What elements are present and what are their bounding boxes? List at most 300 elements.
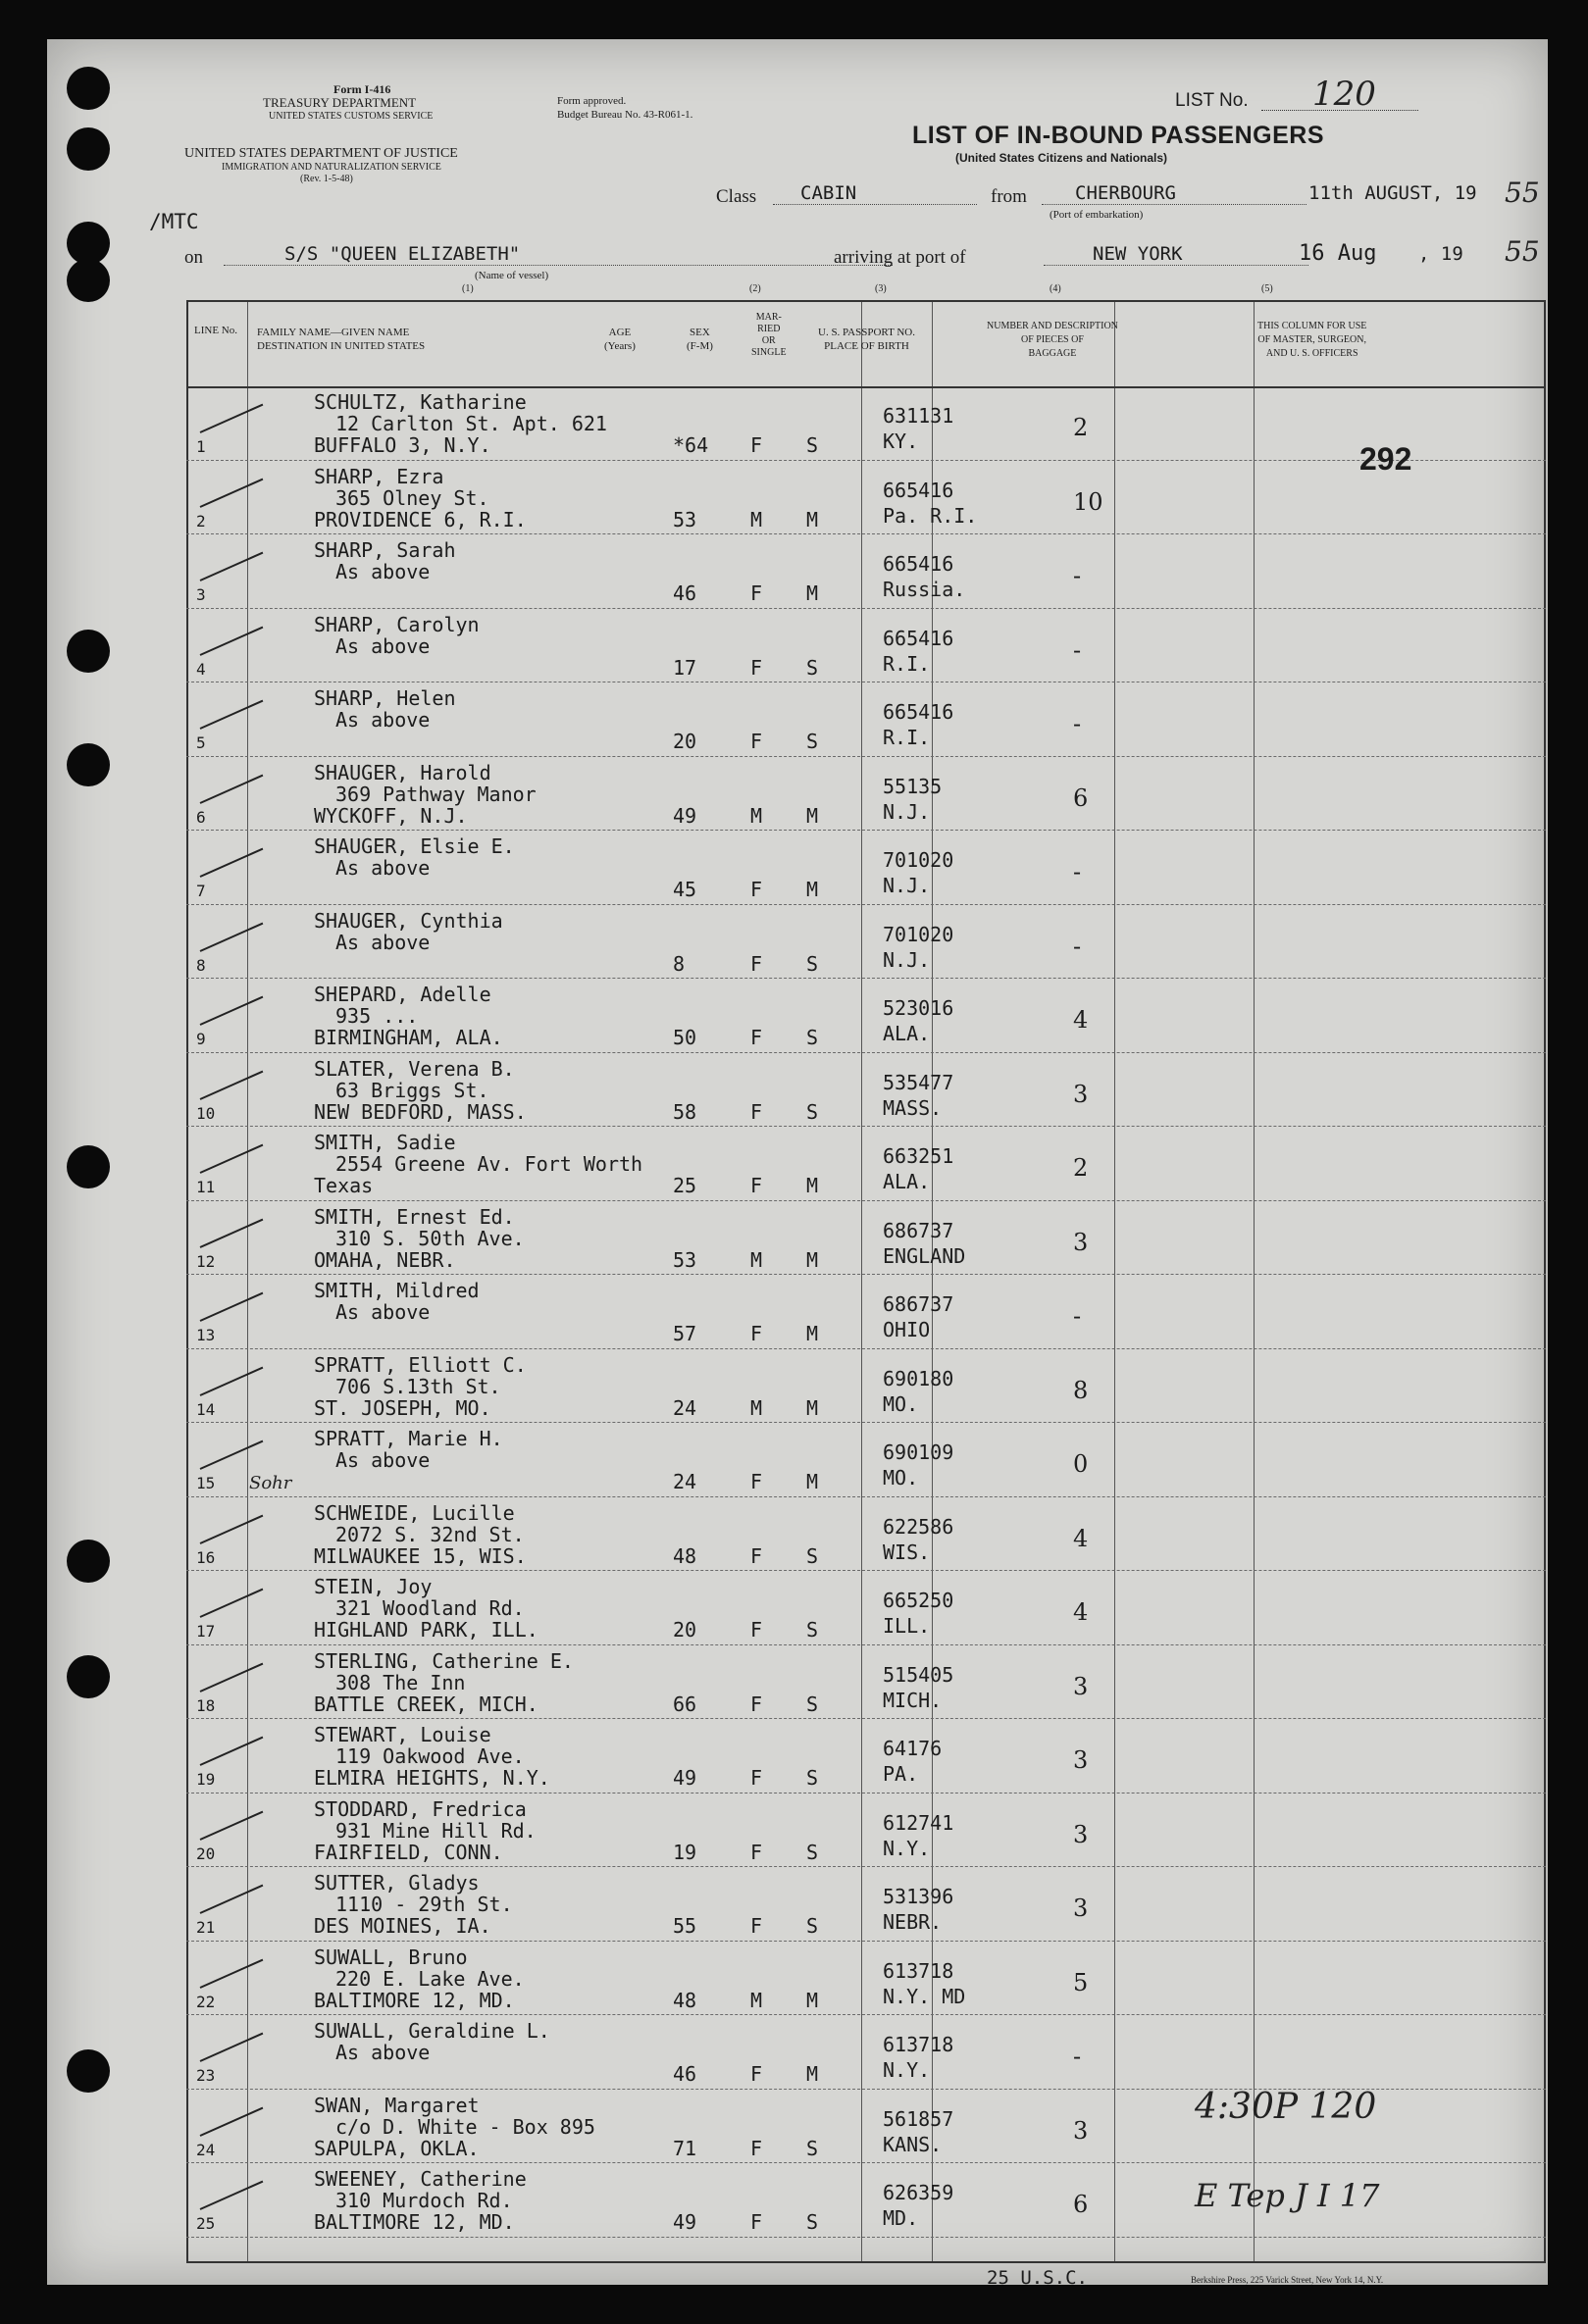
printer-imprint: Berkshire Press, 225 Varick Street, New York 14, N.Y. (1191, 2275, 1384, 2285)
passenger-name: SUWALL, Geraldine L. (314, 2019, 550, 2043)
check-mark-icon (200, 700, 264, 730)
sex-cell: F (750, 2210, 763, 2234)
address-line-2: BUFFALO 3, N.Y. (314, 433, 491, 457)
line-number: 25 (196, 2214, 216, 2233)
baggage-count: - (1073, 858, 1082, 885)
age-cell: *64 (673, 433, 709, 457)
stamp-number: 292 (1359, 441, 1412, 477)
passenger-name: SHARP, Ezra (314, 464, 444, 488)
address-line-2: NEW BEDFORD, MASS. (314, 1099, 527, 1124)
address-line-1: As above (335, 2041, 431, 2064)
passport-number: 665250 (883, 1589, 954, 1612)
marital-status-cell: S (806, 1914, 819, 1938)
passport-number: 515405 (883, 1662, 954, 1687)
departure-year: 55 (1505, 177, 1540, 209)
arriving-label: arriving at port of (834, 247, 966, 268)
check-mark-icon (200, 2181, 264, 2210)
sex-cell: M (750, 1988, 763, 2012)
passenger-name: SMITH, Ernest Ed. (314, 1204, 515, 1229)
marital-status-cell: S (806, 2210, 819, 2234)
header-officers: THIS COLUMN FOR USE OF MASTER, SURGEON, AND U. S. OFFICERS (1257, 321, 1367, 359)
baggage-count: 4 (1073, 1598, 1089, 1626)
marital-status-cell: S (806, 655, 819, 680)
age-cell: 53 (673, 1247, 697, 1272)
address-line-1: As above (335, 856, 431, 880)
table-row (186, 979, 1546, 1053)
sex-cell: M (750, 1247, 763, 1272)
baggage-count: - (1073, 1302, 1082, 1330)
punch-hole (67, 1540, 110, 1583)
place-of-birth: N.J. (883, 874, 931, 897)
table-row (186, 1349, 1546, 1424)
passport-number: 663251 (883, 1144, 954, 1168)
sex-cell: M (750, 507, 763, 531)
address-line-1: As above (335, 930, 431, 954)
passport-number: 64176 (883, 1737, 943, 1760)
address-line-2: Texas (314, 1174, 374, 1197)
marital-status-cell: M (806, 1470, 819, 1493)
address-line-2: FAIRFIELD, CONN. (314, 1840, 503, 1864)
baggage-count: 2 (1073, 1154, 1089, 1182)
marital-status-cell: M (806, 1247, 819, 1272)
age-cell: 49 (673, 2210, 697, 2234)
punch-hole (67, 2049, 110, 2093)
header-married: MAR- RIED OR SINGLE (751, 312, 787, 358)
table-row (186, 1571, 1546, 1645)
check-mark-icon (200, 1292, 264, 1322)
address-line-1: As above (335, 1300, 431, 1324)
punch-hole (67, 259, 110, 302)
line-number: 6 (196, 807, 206, 827)
age-cell: 17 (673, 655, 697, 680)
passport-number: 561857 (883, 2106, 954, 2131)
passport-number: 701020 (883, 848, 954, 872)
justice-dept: UNITED STATES DEPARTMENT OF JUSTICE (184, 146, 458, 161)
passenger-name: SHAUGER, Cynthia (314, 908, 503, 933)
punch-hole (67, 67, 110, 110)
line-number: 5 (196, 733, 206, 752)
line-number: 7 (196, 882, 206, 900)
sex-cell: F (750, 878, 763, 901)
passenger-name: SHARP, Sarah (314, 538, 456, 562)
marital-status-cell: M (806, 2062, 819, 2086)
baggage-count: 3 (1073, 1228, 1089, 1256)
address-line-2: BALTIMORE 12, MD. (314, 1988, 515, 2012)
sex-cell: F (750, 1618, 763, 1642)
check-mark-icon (200, 1810, 264, 1840)
address-line-1: 321 Woodland Rd. (335, 1596, 525, 1620)
table-row (186, 1201, 1546, 1276)
address-line-2: MILWAUKEE 15, WIS. (314, 1543, 527, 1568)
line-number: 17 (196, 1622, 216, 1641)
place-of-birth: WIS. (883, 1540, 931, 1564)
place-of-birth: ILL. (883, 1614, 931, 1638)
punch-hole (67, 630, 110, 673)
check-mark-icon (200, 1144, 264, 1174)
check-mark-icon (200, 404, 264, 433)
marital-status-cell: S (806, 1026, 819, 1049)
address-line-2: ST. JOSEPH, MO. (314, 1395, 491, 1420)
address-line-1: 2554 Greene Av. Fort Worth (335, 1152, 643, 1176)
baggage-count: 10 (1073, 487, 1103, 516)
address-line-1: 310 Murdoch Rd. (335, 2189, 513, 2212)
line-number: 20 (196, 1844, 216, 1863)
age-cell: 8 (673, 951, 686, 976)
age-cell: 24 (673, 1395, 697, 1420)
col-number-5: (5) (1261, 283, 1273, 294)
age-cell: 48 (673, 1988, 697, 2012)
table-row (186, 1719, 1546, 1794)
place-of-birth: PA. (883, 1762, 919, 1786)
embarkation-port: CHERBOURG (1042, 182, 1306, 205)
line-number: 11 (196, 1178, 216, 1196)
address-line-1: 1110 - 29th St. (335, 1893, 513, 1916)
passenger-name: SWEENEY, Catherine (314, 2167, 527, 2191)
address-line-2: BIRMINGHAM, ALA. (314, 1026, 503, 1049)
baggage-count: 3 (1073, 1746, 1089, 1774)
passenger-name: STEIN, Joy (314, 1575, 433, 1598)
passenger-name: SMITH, Sadie (314, 1131, 456, 1154)
col-number-4: (4) (1050, 283, 1061, 294)
passenger-name: SHARP, Helen (314, 686, 456, 710)
age-cell: 71 (673, 2136, 697, 2160)
place-of-birth: ALA. (883, 1170, 931, 1193)
marital-status-cell: M (806, 581, 819, 605)
marital-status-cell: S (806, 1840, 819, 1864)
sex-cell: F (750, 1543, 763, 1568)
passport-number: 665416 (883, 626, 954, 650)
place-of-birth: N.J. (883, 947, 931, 972)
vessel-name: S/S "QUEEN ELIZABETH" (224, 243, 893, 266)
passport-number: 626359 (883, 2181, 954, 2204)
check-mark-icon (200, 2106, 264, 2136)
from-label: from (991, 186, 1027, 207)
marital-status-cell: S (806, 1766, 819, 1790)
place-of-birth: N.Y. (883, 1836, 931, 1860)
check-mark-icon (200, 1070, 264, 1099)
address-line-1: 63 Briggs St. (335, 1078, 489, 1102)
mtc-mark: /MTC (149, 210, 199, 233)
col-number-3: (3) (875, 283, 887, 294)
table-row (186, 1645, 1546, 1720)
passenger-rows (186, 386, 1546, 2238)
line-number: 16 (196, 1547, 216, 1567)
age-cell: 19 (673, 1840, 697, 1864)
baggage-count: - (1073, 2043, 1082, 2070)
check-mark-icon (200, 2033, 264, 2062)
sex-cell: F (750, 951, 763, 976)
line-number: 15 (196, 1474, 216, 1492)
place-of-birth: MO. (883, 1466, 919, 1490)
age-cell: 49 (673, 1766, 697, 1790)
sex-cell: F (750, 1099, 763, 1124)
ins-service: IMMIGRATION AND NATURALIZATION SERVICE (222, 162, 441, 173)
passport-number: 55135 (883, 774, 943, 798)
line-number: 1 (196, 437, 206, 456)
header-baggage: NUMBER AND DESCRIPTION OF PIECES OF BAGGAGE (987, 321, 1118, 359)
passport-number: 622586 (883, 1514, 954, 1539)
place-of-birth: N.J. (883, 799, 931, 824)
line-number: 19 (196, 1770, 216, 1789)
baggage-count: 0 (1073, 1450, 1089, 1478)
header-passport: U. S. PASSPORT NO. PLACE OF BIRTH (818, 327, 915, 352)
passport-number: 531396 (883, 1885, 954, 1908)
passenger-name: SLATER, Verena B. (314, 1056, 515, 1081)
line-number: 22 (196, 1992, 216, 2011)
marital-status-cell: M (806, 1174, 819, 1197)
address-line-2: SAPULPA, OKLA. (314, 2136, 480, 2160)
check-mark-icon (200, 626, 264, 655)
baggage-count: 2 (1073, 414, 1089, 441)
place-of-birth: KY. (883, 429, 919, 453)
header-age: AGE (Years) (604, 327, 636, 352)
header-name: FAMILY NAME—GIVEN NAME DESTINATION IN UNITED STATES (257, 327, 426, 352)
baggage-count: 3 (1073, 1080, 1089, 1108)
col-number-2: (2) (749, 283, 761, 294)
line-number: 24 (196, 2140, 216, 2159)
address-line-2: ELMIRA HEIGHTS, N.Y. (314, 1766, 550, 1790)
punch-hole (67, 743, 110, 786)
marital-status-cell: M (806, 878, 819, 901)
check-mark-icon (200, 848, 264, 878)
address-line-1: 706 S.13th St. (335, 1374, 501, 1398)
marital-status-cell: S (806, 1692, 819, 1716)
age-cell: 45 (673, 878, 697, 901)
document-title: LIST OF IN-BOUND PASSENGERS (912, 122, 1325, 149)
sex-cell: F (750, 1914, 763, 1938)
passport-number: 613718 (883, 1958, 954, 1983)
address-line-1: 310 S. 50th Ave. (335, 1226, 525, 1250)
passenger-name: STODDARD, Fredrica (314, 1796, 527, 1821)
address-line-1: 2072 S. 32nd St. (335, 1522, 525, 1546)
check-mark-icon (200, 922, 264, 951)
table-row (186, 461, 1546, 535)
passport-number: 612741 (883, 1810, 954, 1835)
table-row (186, 1275, 1546, 1349)
passport-number: 701020 (883, 922, 954, 946)
check-mark-icon (200, 1737, 264, 1766)
age-cell: 66 (673, 1692, 697, 1716)
line-number: 3 (196, 585, 206, 604)
marital-status-cell: M (806, 1395, 819, 1420)
budget-bureau: Budget Bureau No. 43-R061-1. (557, 109, 693, 121)
class-label: Class (716, 186, 757, 207)
check-mark-icon (200, 774, 264, 803)
handwritten-signature: E Tep J I 17 (1195, 2177, 1380, 2214)
class-value: CABIN (773, 182, 977, 205)
baggage-count: 4 (1073, 1524, 1089, 1552)
age-cell: 20 (673, 1618, 697, 1642)
header-sex: SEX (F-M) (687, 327, 713, 352)
baggage-count: - (1073, 562, 1082, 589)
age-cell: 55 (673, 1914, 697, 1938)
table-row (186, 682, 1546, 757)
table-row (186, 1127, 1546, 1201)
place-of-birth: KANS. (883, 2132, 943, 2156)
passport-number: 631131 (883, 404, 954, 428)
table-row (186, 1867, 1546, 1942)
passport-number: 690180 (883, 1366, 954, 1390)
address-line-2: DES MOINES, IA. (314, 1914, 491, 1938)
baggage-count: 4 (1073, 1006, 1089, 1034)
line-number: 4 (196, 659, 206, 679)
arrival-date: 16 Aug (1299, 241, 1377, 266)
customs-service: UNITED STATES CUSTOMS SERVICE (269, 111, 434, 122)
sex-cell: F (750, 2062, 763, 2086)
check-mark-icon (200, 1218, 264, 1247)
baggage-count: 3 (1073, 1672, 1089, 1700)
place-of-birth: MICH. (883, 1688, 943, 1712)
place-of-birth: N.Y. MD (883, 1984, 966, 2008)
passenger-name: STEWART, Louise (314, 1723, 491, 1746)
revision: (Rev. 1-5-48) (300, 174, 353, 184)
passport-number: 665416 (883, 700, 954, 724)
check-mark-icon (200, 1589, 264, 1618)
line-number: 12 (196, 1251, 216, 1271)
age-cell: 49 (673, 803, 697, 828)
punch-hole (67, 127, 110, 171)
handwritten-time-note: 4:30P 120 (1195, 2087, 1377, 2127)
on-label: on (184, 247, 203, 268)
marital-status-cell: S (806, 730, 819, 753)
sex-cell: F (750, 1322, 763, 1345)
sex-cell: F (750, 1470, 763, 1493)
margin-note: Sohr (249, 1473, 292, 1493)
address-line-1: 369 Pathway Manor (335, 782, 537, 806)
footer-code: 25 U.S.C. (987, 2267, 1088, 2289)
address-line-1: As above (335, 633, 431, 658)
baggage-count: 6 (1073, 783, 1089, 812)
age-cell: 58 (673, 1099, 697, 1124)
sex-cell: F (750, 1174, 763, 1197)
arrival-year: 55 (1505, 235, 1540, 268)
marital-status-cell: S (806, 2136, 819, 2160)
table-row (186, 905, 1546, 980)
passenger-name: SMITH, Mildred (314, 1279, 480, 1302)
passport-number: 665416 (883, 552, 954, 576)
place-of-birth: NEBR. (883, 1910, 943, 1934)
sex-cell: F (750, 581, 763, 605)
address-line-2: OMAHA, NEBR. (314, 1247, 456, 1272)
table-row (186, 2015, 1546, 2090)
line-number: 23 (196, 2066, 216, 2085)
sex-cell: F (750, 1766, 763, 1790)
marital-status-cell: S (806, 951, 819, 976)
age-cell: 50 (673, 1026, 697, 1049)
age-cell: 20 (673, 730, 697, 753)
sex-cell: F (750, 433, 763, 457)
passenger-name: SCHULTZ, Katharine (314, 390, 527, 414)
address-line-1: As above (335, 1448, 431, 1472)
passport-number: 686737 (883, 1292, 954, 1316)
sex-cell: F (750, 2136, 763, 2160)
place-of-birth: OHIO (883, 1318, 931, 1341)
passenger-list-page (47, 39, 1548, 2289)
place-of-birth: MASS. (883, 1095, 943, 1120)
marital-status-cell: M (806, 1322, 819, 1345)
check-mark-icon (200, 478, 264, 507)
place-of-birth: N.Y. (883, 2058, 931, 2082)
address-line-1: c/o D. White - Box 895 (335, 2114, 595, 2139)
table-row (186, 1423, 1546, 1497)
table-row (186, 609, 1546, 683)
check-mark-icon (200, 1885, 264, 1914)
baggage-count: 3 (1073, 1820, 1089, 1848)
address-line-1: 935 ... (335, 1004, 419, 1028)
marital-status-cell: S (806, 433, 819, 457)
vessel-caption: (Name of vessel) (475, 270, 549, 281)
sex-cell: F (750, 1692, 763, 1716)
punch-hole (67, 1145, 110, 1188)
place-of-birth: Russia. (883, 578, 966, 601)
table-row (186, 1497, 1546, 1572)
baggage-count: 3 (1073, 2116, 1089, 2145)
check-mark-icon (200, 1366, 264, 1395)
table-row (186, 386, 1546, 461)
passenger-name: SWAN, Margaret (314, 2093, 480, 2117)
address-line-2: HIGHLAND PARK, ILL. (314, 1618, 538, 1642)
table-row (186, 1794, 1546, 1868)
passport-number: 686737 (883, 1218, 954, 1242)
sex-cell: M (750, 1395, 763, 1420)
address-line-1: As above (335, 708, 431, 732)
form-number: Form I-416 (333, 82, 391, 96)
age-cell: 57 (673, 1322, 697, 1345)
address-line-2: BATTLE CREEK, MICH. (314, 1692, 538, 1716)
place-of-birth: R.I. (883, 726, 931, 749)
check-mark-icon (200, 1440, 264, 1470)
baggage-count: 6 (1073, 2191, 1089, 2218)
age-cell: 53 (673, 507, 697, 531)
sex-cell: M (750, 803, 763, 828)
passenger-name: SPRATT, Elliott C. (314, 1352, 527, 1377)
address-line-2: BALTIMORE 12, MD. (314, 2210, 515, 2234)
baggage-count: 8 (1073, 1376, 1089, 1404)
place-of-birth: Pa. R.I. (883, 503, 978, 528)
arrival-port: NEW YORK (1044, 243, 1308, 266)
passport-number: 535477 (883, 1070, 954, 1094)
punch-hole (67, 1655, 110, 1698)
place-of-birth: ALA. (883, 1022, 931, 1045)
sex-cell: F (750, 655, 763, 680)
passenger-name: SUWALL, Bruno (314, 1945, 468, 1969)
check-mark-icon (200, 1958, 264, 1988)
passport-number: 613718 (883, 2033, 954, 2056)
list-number-label: LIST No. (1175, 90, 1249, 111)
line-number: 21 (196, 1918, 216, 1937)
check-mark-icon (200, 1662, 264, 1692)
passenger-name: SHAUGER, Elsie E. (314, 834, 515, 858)
place-of-birth: ENGLAND (883, 1243, 966, 1268)
address-line-1: As above (335, 560, 431, 583)
place-of-birth: R.I. (883, 651, 931, 676)
age-cell: 25 (673, 1174, 697, 1197)
header-line-no: LINE No. (194, 325, 237, 336)
age-cell: 46 (673, 581, 697, 605)
table-row (186, 534, 1546, 609)
passenger-name: STERLING, Catherine E. (314, 1648, 574, 1673)
line-number: 9 (196, 1030, 206, 1048)
place-of-birth: MO. (883, 1391, 919, 1416)
marital-status-cell: M (806, 803, 819, 828)
address-line-1: 365 Olney St. (335, 485, 489, 510)
address-line-1: 119 Oakwood Ave. (335, 1744, 525, 1768)
passport-number: 665416 (883, 478, 954, 502)
form-approved: Form approved. (557, 95, 627, 107)
marital-status-cell: S (806, 1099, 819, 1124)
passenger-name: SUTTER, Gladys (314, 1871, 480, 1895)
age-cell: 48 (673, 1543, 697, 1568)
